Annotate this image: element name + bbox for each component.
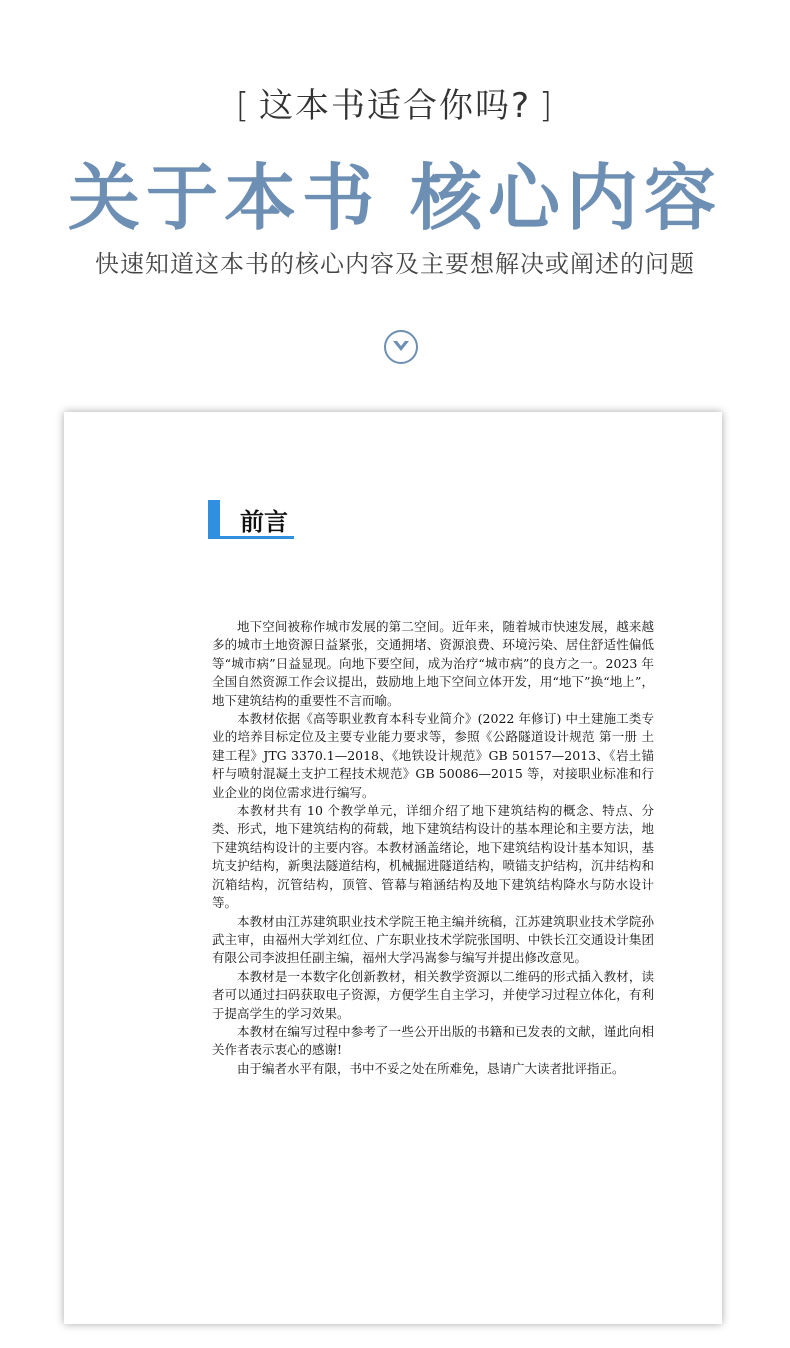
paragraph: 由于编者水平有限，书中不妥之处在所难免，恳请广大读者批评指正。 [237, 1060, 625, 1076]
paragraph: 本教材共有 10 个教学单元，详细介绍了地下建筑结构的概念、特点、分类、形式，地下建筑结构的荷载，地下建筑结构设计的基本理论和主要方法，地下建筑结构设计的主要内容。本教材涵盖绪论，地下建筑结构设计基本知识，基坑支护结构，新奥法隧道结构，机械掘进隧道结构，喷锚支护结构，沉井结构和沉箱结构，沉管结构，顶管、管幕与箱涵结构及地下建筑结构降水与防水设计等。 [212, 803, 654, 911]
chevron-down-circle-icon [391, 338, 411, 356]
paragraph: 地下空间被称作城市发展的第二空间。近年来，随着城市快速发展，越来越多的城市土地资源日益紧张，交通拥堵、资源浪费、环境污染、居住舒适性偏低等“城市病”日益显现。向地下要空间，成为治疗“城市病”的良方之一。2023 年全国自然资源工作会议提出，鼓励地上地下空间立体开发，用“地下”换“地上”，地下建筑结构的重要性不言而喻。 [212, 619, 654, 708]
heading-underline [208, 536, 294, 539]
hero-tagline [0, 78, 790, 127]
scroll-down-button[interactable] [384, 330, 418, 364]
paragraph: 本教材在编写过程中参考了一些公开出版的书籍和已发表的文献，谨此向相关作者表示衷心的感谢! [212, 1023, 654, 1058]
bracket-left: [ [235, 86, 251, 126]
hero-tagline-text: 这本书适合你吗? [258, 86, 532, 126]
paragraph: 本教材由江苏建筑职业技术学院王艳主编并统稿，江苏建筑职业技术学院孙武主审，由福州大学刘红位、广东职业技术学院张国明、中铁长江交通设计集团有限公司李波担任副主编，福州大学冯嵩参与编写并提出修改意见。 [212, 913, 654, 966]
bracket-right: ] [539, 86, 555, 126]
hero-title-part-b: 核心内容 [410, 155, 723, 240]
paragraph: 本教材依据《高等职业教育本科专业简介》(2022 年修订) 中土建施工类专业的培养目标定位及主要专业能力要求等，参照《公路隧道设计规范 第一册 土建工程》JTG 3370.1—2018、《地铁设计规范》GB 50157—2013、《岩土锚杆与喷射混凝土支护工程技术规范》GB 50086—2015 等，对接职业标准和行业企业的岗位需求进行编写。 [212, 711, 654, 800]
page-heading: 前言 [240, 508, 288, 536]
heading-accent-bar [208, 500, 220, 538]
hero-section [0, 0, 790, 400]
book-page [64, 412, 722, 1324]
preface-body [212, 618, 654, 1078]
hero-title-part-a: 关于本书 [67, 155, 380, 240]
paragraph: 本教材是一本数字化创新教材，相关教学资源以二维码的形式插入教材，读者可以通过扫码获取电子资源，方便学生自主学习，并使学习过程立体化，有利于提高学生的学习效果。 [212, 968, 654, 1021]
hero-title [0, 140, 790, 244]
hero-subtitle: 快速知道这本书的核心内容及主要想解决或阐述的问题 [95, 250, 695, 278]
